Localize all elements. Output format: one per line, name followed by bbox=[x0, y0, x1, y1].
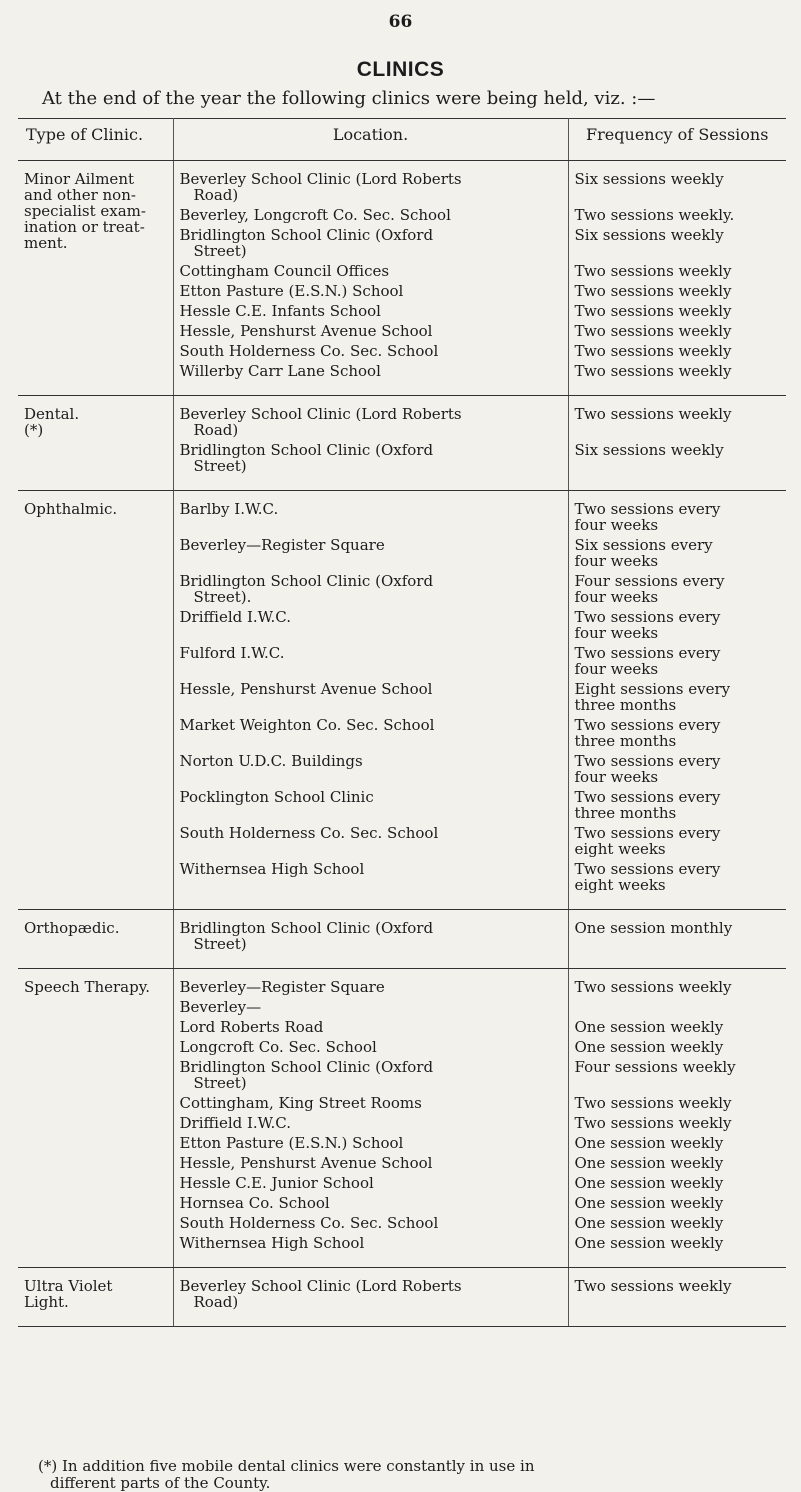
location-line: Norton U.D.C. Buildings bbox=[179, 752, 363, 770]
frequency-entry bbox=[575, 789, 781, 821]
location-line: Bridlington School Clinic (Oxford bbox=[179, 226, 434, 244]
frequency-line: Four sessions weekly bbox=[574, 1058, 736, 1076]
frequency-entry bbox=[575, 1278, 781, 1310]
location-entry bbox=[180, 717, 562, 749]
frequency-entry bbox=[575, 1155, 781, 1171]
location-line: Pocklington School Clinic bbox=[179, 788, 374, 806]
location-line: Beverley School Clinic (Lord Roberts bbox=[179, 1277, 462, 1295]
location-line: Hessle C.E. Junior School bbox=[179, 1174, 374, 1192]
clinic-type-line: ment. bbox=[24, 234, 68, 252]
footnote-line: different parts of the County. bbox=[50, 1474, 271, 1492]
frequency-line: One session weekly bbox=[574, 1214, 724, 1232]
location-line: Willerby Carr Lane School bbox=[179, 362, 381, 380]
frequency-line: Two sessions weekly. bbox=[574, 206, 735, 224]
frequency-entry bbox=[575, 1135, 781, 1151]
frequency-line: Four sessions every bbox=[574, 572, 725, 590]
frequency-entry bbox=[575, 363, 781, 379]
location-line: Etton Pasture (E.S.N.) School bbox=[179, 282, 404, 300]
clinic-type-line: and other non- bbox=[24, 186, 136, 204]
frequency-line: Two sessions weekly bbox=[574, 978, 732, 996]
location-entry bbox=[180, 789, 562, 821]
frequency-line: Two sessions weekly bbox=[574, 405, 732, 423]
location-line: Road) bbox=[193, 421, 239, 439]
location-entry bbox=[180, 1095, 562, 1111]
location-line bbox=[180, 841, 562, 857]
location-line: South Holderness Co. Sec. School bbox=[179, 1214, 439, 1232]
clinic-type-cell bbox=[18, 491, 173, 910]
location-entry bbox=[180, 442, 562, 474]
frequency-line: One session weekly bbox=[574, 1154, 724, 1172]
frequency-line: four weeks bbox=[574, 768, 659, 786]
location-entry bbox=[180, 323, 562, 339]
location-line: Beverley, Longcroft Co. Sec. School bbox=[179, 206, 451, 224]
clinic-group-row bbox=[18, 910, 786, 969]
location-entry bbox=[180, 1039, 562, 1055]
location-entry bbox=[180, 1059, 562, 1091]
frequency-entry bbox=[575, 1059, 781, 1091]
frequency-entry bbox=[575, 263, 781, 279]
location-line bbox=[180, 517, 562, 533]
frequency-entry bbox=[575, 501, 781, 533]
frequency-entry bbox=[575, 1115, 781, 1131]
frequency-line bbox=[575, 187, 781, 203]
header-type: Type of Clinic. bbox=[18, 119, 173, 161]
frequency-line: One session weekly bbox=[574, 1018, 724, 1036]
frequency-entry bbox=[575, 609, 781, 641]
location-line: Beverley— bbox=[179, 998, 262, 1016]
frequency-line: Two sessions weekly bbox=[574, 1094, 732, 1112]
table-header-row bbox=[18, 119, 786, 161]
location-cell bbox=[173, 1268, 568, 1327]
location-line: Beverley—Register Square bbox=[179, 536, 385, 554]
location-entry bbox=[180, 681, 562, 713]
location-line: Bridlington School Clinic (Oxford bbox=[179, 572, 434, 590]
frequency-line: One session monthly bbox=[574, 919, 733, 937]
clinic-type-cell bbox=[18, 1268, 173, 1327]
location-line bbox=[180, 625, 562, 641]
footnote-line: (*) In addition five mobile dental clinics were constantly in use in bbox=[38, 1457, 535, 1475]
location-entry bbox=[180, 753, 562, 785]
location-line: South Holderness Co. Sec. School bbox=[179, 342, 439, 360]
clinic-type-line: Light. bbox=[24, 1293, 69, 1311]
frequency-entry bbox=[575, 227, 781, 259]
clinic-type-cell bbox=[18, 396, 173, 491]
location-entry bbox=[180, 537, 562, 569]
frequency-entry bbox=[575, 825, 781, 857]
location-entry bbox=[180, 227, 562, 259]
frequency-line: three months bbox=[574, 732, 677, 750]
location-line: Withernsea High School bbox=[179, 1234, 365, 1252]
location-entry bbox=[180, 1195, 562, 1211]
location-line: Driffield I.W.C. bbox=[179, 1114, 291, 1132]
header-location: Location. bbox=[173, 119, 568, 161]
location-entry bbox=[180, 825, 562, 857]
location-line: Beverley School Clinic (Lord Roberts bbox=[179, 170, 462, 188]
clinic-group-row bbox=[18, 969, 786, 1268]
location-entry bbox=[180, 609, 562, 641]
frequency-line: four weeks bbox=[574, 588, 659, 606]
location-entry bbox=[180, 1175, 562, 1191]
frequency-line: One session weekly bbox=[574, 1038, 724, 1056]
clinics-table bbox=[18, 118, 786, 1327]
location-cell bbox=[173, 910, 568, 969]
location-line: Longcroft Co. Sec. School bbox=[179, 1038, 377, 1056]
frequency-entry bbox=[575, 681, 781, 713]
frequency-cell bbox=[568, 969, 786, 1268]
frequency-line: eight weeks bbox=[574, 840, 666, 858]
location-entry bbox=[180, 207, 562, 223]
frequency-line: Two sessions every bbox=[574, 716, 721, 734]
frequency-line: Two sessions every bbox=[574, 788, 721, 806]
location-line: Hessle, Penshurst Avenue School bbox=[179, 322, 433, 340]
frequency-entry bbox=[575, 861, 781, 893]
frequency-line bbox=[575, 936, 781, 952]
location-line bbox=[180, 769, 562, 785]
frequency-line: four weeks bbox=[574, 624, 659, 642]
footnote bbox=[38, 1458, 778, 1492]
frequency-cell bbox=[568, 396, 786, 491]
location-line bbox=[180, 553, 562, 569]
frequency-line: One session weekly bbox=[574, 1234, 724, 1252]
location-line bbox=[180, 661, 562, 677]
frequency-entry bbox=[575, 1019, 781, 1035]
location-entry bbox=[180, 303, 562, 319]
location-line: Bridlington School Clinic (Oxford bbox=[179, 1058, 434, 1076]
location-line bbox=[180, 877, 562, 893]
frequency-line: One session weekly bbox=[574, 1194, 724, 1212]
frequency-cell bbox=[568, 491, 786, 910]
frequency-entry bbox=[575, 406, 781, 438]
location-entry bbox=[180, 501, 562, 533]
frequency-line: Two sessions weekly bbox=[574, 282, 732, 300]
location-line: Street) bbox=[193, 242, 247, 260]
frequency-line: Two sessions weekly bbox=[574, 1114, 732, 1132]
location-entry bbox=[180, 1215, 562, 1231]
location-entry bbox=[180, 283, 562, 299]
location-entry bbox=[180, 1115, 562, 1131]
location-line: Street) bbox=[193, 457, 247, 475]
frequency-line: Two sessions every bbox=[574, 860, 721, 878]
frequency-line: Eight sessions every bbox=[574, 680, 731, 698]
clinic-type-line: Ultra Violet bbox=[24, 1277, 113, 1295]
frequency-entry bbox=[575, 537, 781, 569]
frequency-line: three months bbox=[574, 804, 677, 822]
location-entry bbox=[180, 861, 562, 893]
frequency-line: Two sessions every bbox=[574, 608, 721, 626]
location-line: Market Weighton Co. Sec. School bbox=[179, 716, 435, 734]
frequency-entry bbox=[575, 999, 781, 1015]
frequency-line: Two sessions weekly bbox=[574, 302, 732, 320]
frequency-line: Two sessions weekly bbox=[574, 322, 732, 340]
frequency-entry bbox=[575, 171, 781, 203]
frequency-line: Six sessions weekly bbox=[574, 170, 724, 188]
clinic-type-cell bbox=[18, 910, 173, 969]
location-cell bbox=[173, 161, 568, 396]
frequency-line bbox=[575, 1075, 781, 1091]
location-line: Road) bbox=[193, 186, 239, 204]
frequency-cell bbox=[568, 910, 786, 969]
clinic-type-cell bbox=[18, 161, 173, 396]
frequency-line: four weeks bbox=[574, 552, 659, 570]
clinic-type-line: ination or treat- bbox=[24, 218, 145, 236]
location-line: South Holderness Co. Sec. School bbox=[179, 824, 439, 842]
clinic-group-row bbox=[18, 491, 786, 910]
frequency-entry bbox=[575, 920, 781, 952]
clinic-type-line: Dental. bbox=[24, 405, 80, 423]
clinic-type-cell bbox=[18, 969, 173, 1268]
frequency-entry bbox=[575, 442, 781, 474]
location-line: Fulford I.W.C. bbox=[179, 644, 285, 662]
clinic-type-line: specialist exam- bbox=[24, 202, 146, 220]
location-entry bbox=[180, 920, 562, 952]
location-entry bbox=[180, 1278, 562, 1310]
frequency-line: Six sessions weekly bbox=[574, 441, 724, 459]
frequency-entry bbox=[575, 717, 781, 749]
location-line: Street) bbox=[193, 1074, 247, 1092]
location-entry bbox=[180, 263, 562, 279]
frequency-entry bbox=[575, 1215, 781, 1231]
location-line: Hessle C.E. Infants School bbox=[179, 302, 381, 320]
frequency-entry bbox=[575, 753, 781, 785]
clinic-type-line: Orthopædic. bbox=[24, 919, 120, 937]
location-entry bbox=[180, 406, 562, 438]
clinic-type-line: Speech Therapy. bbox=[24, 978, 150, 996]
location-entry bbox=[180, 363, 562, 379]
frequency-line bbox=[575, 243, 781, 259]
frequency-entry bbox=[575, 645, 781, 677]
frequency-line: Two sessions every bbox=[574, 500, 721, 518]
frequency-entry bbox=[575, 1195, 781, 1211]
frequency-line bbox=[575, 999, 781, 1015]
frequency-entry bbox=[575, 1175, 781, 1191]
frequency-line: Six sessions every bbox=[574, 536, 713, 554]
frequency-line: Six sessions weekly bbox=[574, 226, 724, 244]
frequency-line: One session weekly bbox=[574, 1174, 724, 1192]
location-cell bbox=[173, 969, 568, 1268]
location-line: Beverley School Clinic (Lord Roberts bbox=[179, 405, 462, 423]
frequency-line: Two sessions every bbox=[574, 752, 721, 770]
location-line: Barlby I.W.C. bbox=[179, 500, 279, 518]
frequency-line: three months bbox=[574, 696, 677, 714]
clinic-group-row bbox=[18, 396, 786, 491]
frequency-line: Two sessions every bbox=[574, 644, 721, 662]
frequency-entry bbox=[575, 323, 781, 339]
frequency-line: eight weeks bbox=[574, 876, 666, 894]
location-line: Road) bbox=[193, 1293, 239, 1311]
intro-text: At the end of the year the following clinics were being held, viz. :— bbox=[42, 88, 656, 109]
location-entry bbox=[180, 171, 562, 203]
page-title: CLINICS bbox=[356, 58, 445, 81]
clinic-group-row bbox=[18, 161, 786, 396]
location-entry bbox=[180, 573, 562, 605]
frequency-entry bbox=[575, 207, 781, 223]
location-line: Street) bbox=[193, 935, 247, 953]
location-cell bbox=[173, 491, 568, 910]
location-cell bbox=[173, 396, 568, 491]
frequency-line: four weeks bbox=[574, 516, 659, 534]
frequency-line bbox=[575, 422, 781, 438]
location-entry bbox=[180, 1155, 562, 1171]
frequency-entry bbox=[575, 283, 781, 299]
frequency-entry bbox=[575, 343, 781, 359]
frequency-line: Two sessions weekly bbox=[574, 1277, 732, 1295]
location-line: Cottingham, King Street Rooms bbox=[179, 1094, 422, 1112]
location-entry bbox=[180, 1235, 562, 1251]
clinic-type-line: Ophthalmic. bbox=[24, 500, 118, 518]
location-line: Bridlington School Clinic (Oxford bbox=[179, 441, 434, 459]
frequency-entry bbox=[575, 1039, 781, 1055]
location-line: Hessle, Penshurst Avenue School bbox=[179, 1154, 433, 1172]
location-entry bbox=[180, 645, 562, 677]
frequency-entry bbox=[575, 979, 781, 995]
location-line: Hessle, Penshurst Avenue School bbox=[179, 680, 433, 698]
location-line: Etton Pasture (E.S.N.) School bbox=[179, 1134, 404, 1152]
frequency-line: Two sessions every bbox=[574, 824, 721, 842]
frequency-cell bbox=[568, 1268, 786, 1327]
clinic-type-line: Minor Ailment bbox=[24, 170, 135, 188]
frequency-line: four weeks bbox=[574, 660, 659, 678]
location-line bbox=[180, 733, 562, 749]
location-line: Cottingham Council Offices bbox=[179, 262, 390, 280]
location-entry bbox=[180, 979, 562, 995]
location-entry bbox=[180, 999, 562, 1015]
location-line: Hornsea Co. School bbox=[179, 1194, 330, 1212]
location-entry bbox=[180, 1019, 562, 1035]
page-number: 66 bbox=[388, 12, 413, 32]
location-line: Bridlington School Clinic (Oxford bbox=[179, 919, 434, 937]
frequency-line: Two sessions weekly bbox=[574, 342, 732, 360]
header-frequency: Frequency of Sessions bbox=[568, 119, 786, 161]
frequency-entry bbox=[575, 303, 781, 319]
location-line bbox=[180, 697, 562, 713]
frequency-cell bbox=[568, 161, 786, 396]
frequency-line: Two sessions weekly bbox=[574, 362, 732, 380]
frequency-line: Two sessions weekly bbox=[574, 262, 732, 280]
location-entry bbox=[180, 1135, 562, 1151]
frequency-entry bbox=[575, 1235, 781, 1251]
location-line: Beverley—Register Square bbox=[179, 978, 385, 996]
frequency-line bbox=[575, 458, 781, 474]
location-entry bbox=[180, 343, 562, 359]
location-line: Lord Roberts Road bbox=[179, 1018, 324, 1036]
location-line: Driffield I.W.C. bbox=[179, 608, 291, 626]
frequency-entry bbox=[575, 1095, 781, 1111]
frequency-entry bbox=[575, 573, 781, 605]
clinic-type-line: (*) bbox=[24, 421, 44, 439]
location-line: Withernsea High School bbox=[179, 860, 365, 878]
frequency-line: One session weekly bbox=[574, 1134, 724, 1152]
location-line: Street). bbox=[193, 588, 252, 606]
frequency-line bbox=[575, 1294, 781, 1310]
clinic-group-row bbox=[18, 1268, 786, 1327]
location-line bbox=[180, 805, 562, 821]
